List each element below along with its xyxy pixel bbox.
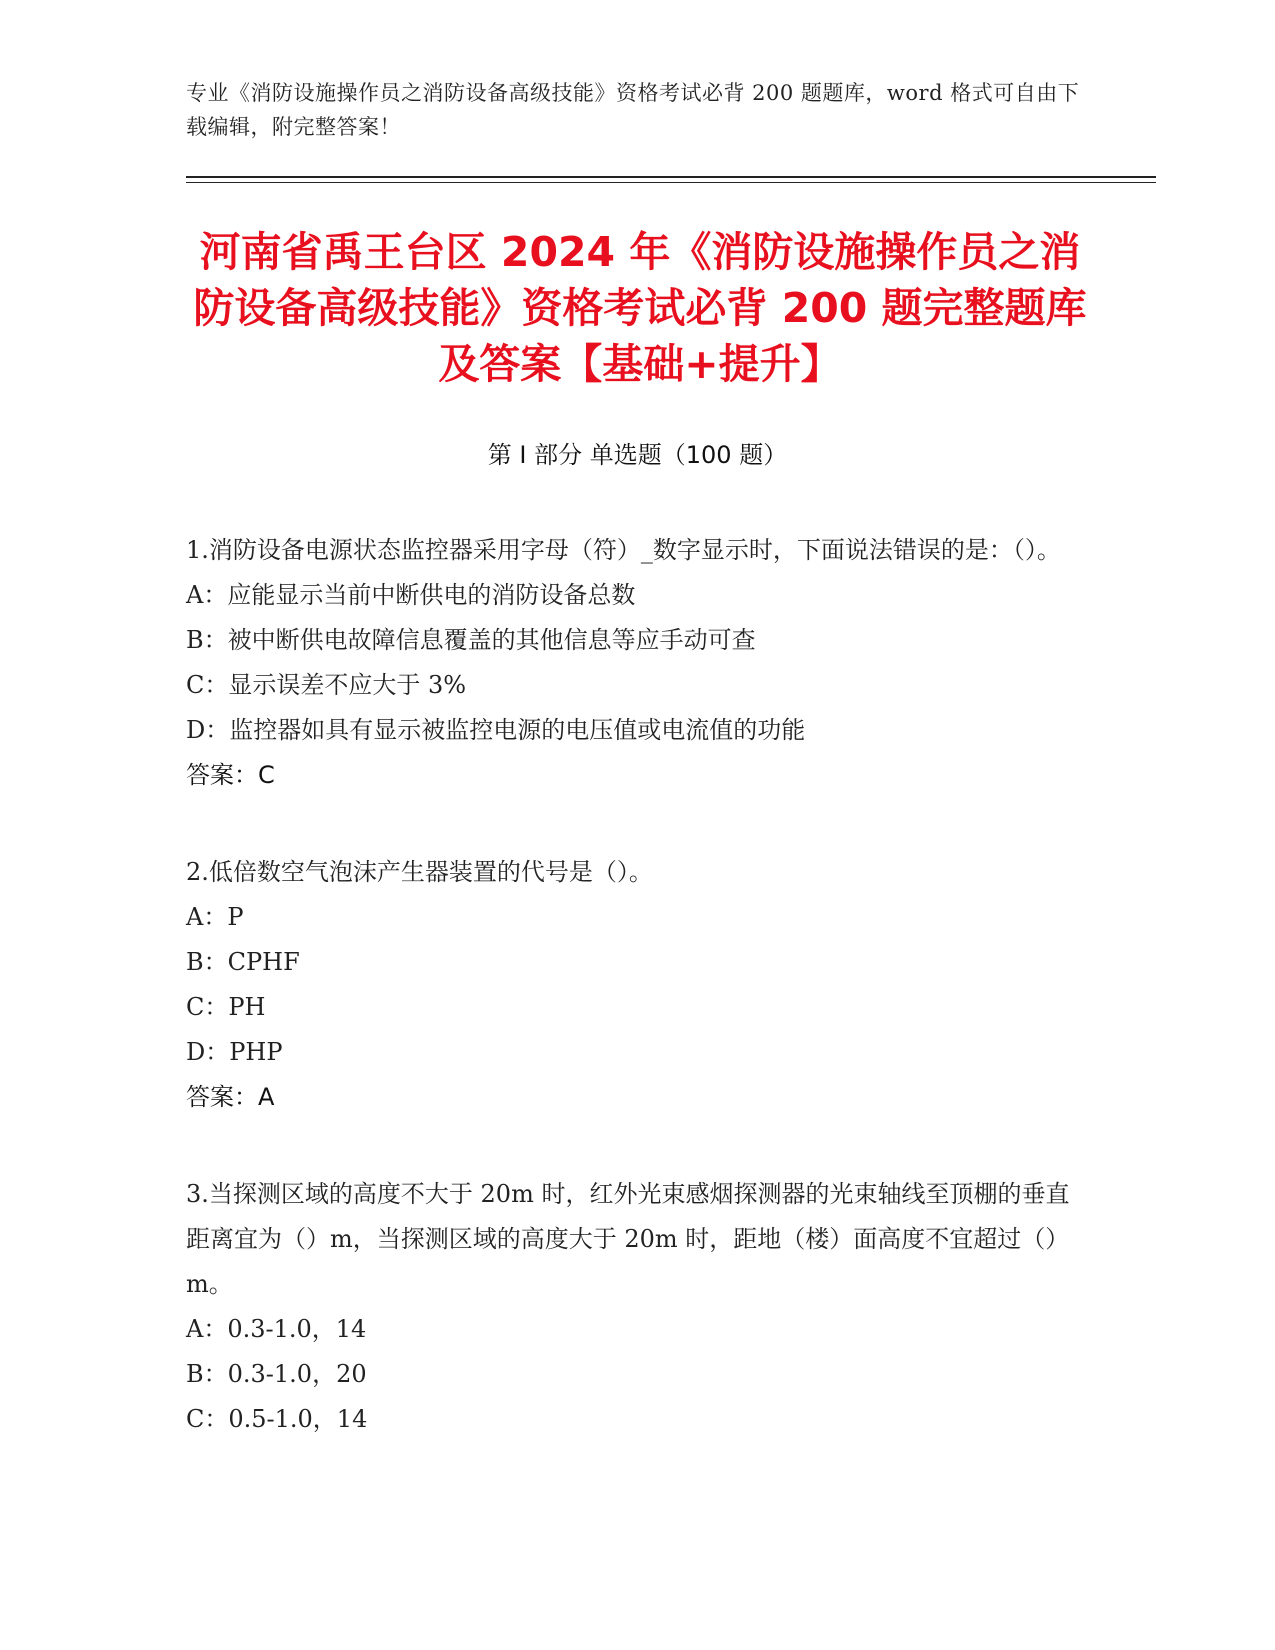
option-d: D：监控器如具有显示被监控电源的电压值或电流值的功能 bbox=[186, 716, 806, 744]
option-a: A：P bbox=[186, 903, 244, 931]
question-stem: 1.消防设备电源状态监控器采用字母（符）_数字显示时，下面说法错误的是：（）。 bbox=[186, 536, 1061, 564]
option-a: A：应能显示当前中断供电的消防设备总数 bbox=[186, 581, 636, 609]
question-1 bbox=[186, 528, 1086, 798]
document-title: 河南省禹王台区 2024 年《消防设施操作员之消防设备高级技能》资格考试必背 200 题完整题库及答案【基础+提升】 bbox=[193, 228, 1087, 388]
option-d: D：PHP bbox=[186, 1038, 283, 1066]
option-b: B：被中断供电故障信息覆盖的其他信息等应手动可查 bbox=[186, 626, 756, 654]
option-a: A：0.3-1.0，14 bbox=[186, 1315, 367, 1343]
option-b: B：CPHF bbox=[186, 948, 300, 976]
question-2 bbox=[186, 850, 1086, 1120]
option-c: C：0.5-1.0，14 bbox=[186, 1405, 368, 1433]
section-title: 第 I 部分 单选题（100 题） bbox=[487, 441, 788, 469]
question-list bbox=[186, 528, 1086, 1494]
header-note: 专业《消防设施操作员之消防设备高级技能》资格考试必背 200 题题库，word 格式可自由下载编辑，附完整答案！ bbox=[186, 81, 1080, 139]
answer: 答案：A bbox=[186, 1083, 275, 1111]
header-rule-thin bbox=[186, 182, 1156, 183]
answer: 答案：C bbox=[186, 761, 275, 789]
question-stem: 2.低倍数空气泡沫产生器装置的代号是（）。 bbox=[186, 858, 653, 886]
option-c: C：显示误差不应大于 3% bbox=[186, 671, 467, 699]
question-stem: 3.当探测区域的高度不大于 20m 时，红外光束感烟探测器的光束轴线至顶棚的垂直距离宜为（）m，当探测区域的高度大于 20m 时，距地（楼）面高度不宜超过（）m。 bbox=[186, 1180, 1070, 1298]
header-rule-thick bbox=[186, 176, 1156, 178]
question-3 bbox=[186, 1172, 1086, 1442]
option-b: B：0.3-1.0，20 bbox=[186, 1360, 367, 1388]
option-c: C：PH bbox=[186, 993, 266, 1021]
